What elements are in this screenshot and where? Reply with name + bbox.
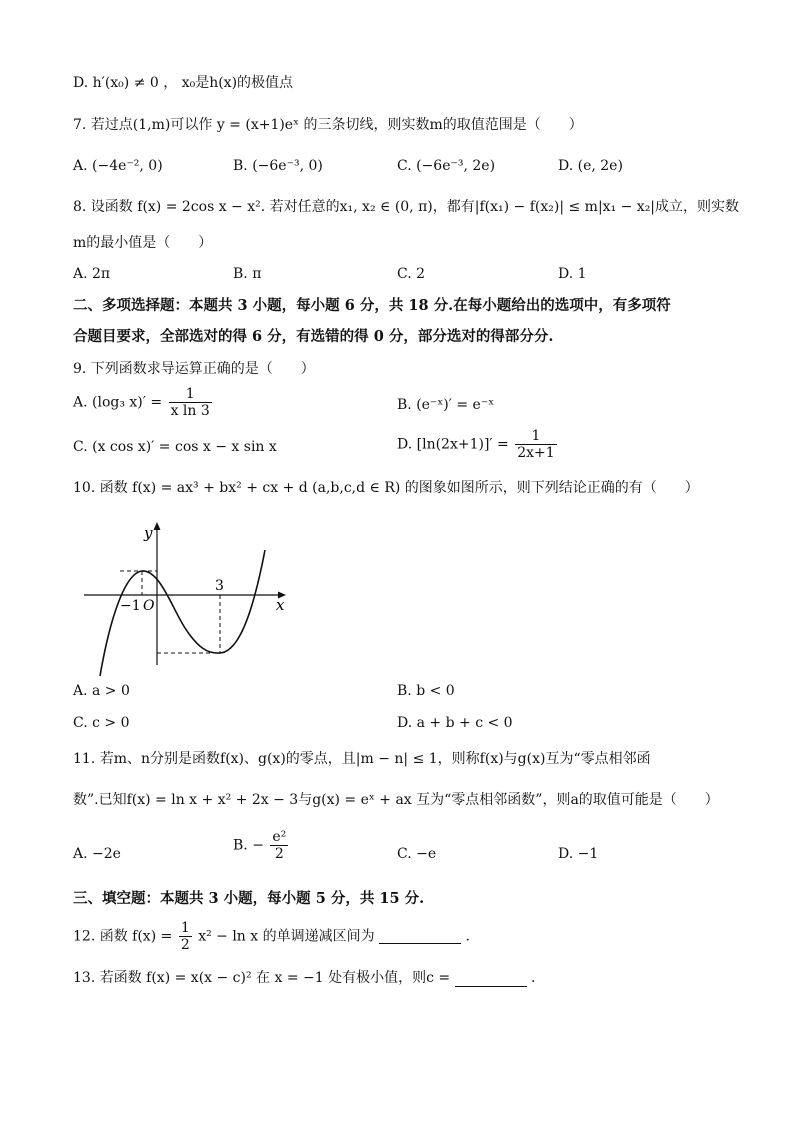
y-axis-arrow: [154, 522, 161, 530]
q10-option-d: D. a + b + c < 0: [397, 715, 513, 731]
q10-option-a: A. a > 0: [73, 683, 130, 699]
q11-option-b-fraction: [270, 829, 288, 862]
q9-stem: 9. 下列函数求导运算正确的是（ ）: [73, 361, 315, 377]
q11-option-c: C. −e: [397, 846, 437, 862]
q7-option-a: A. (−4e⁻², 0): [73, 158, 163, 174]
q12-end: .: [465, 928, 470, 945]
q8-option-a: A. 2π: [73, 266, 111, 282]
section2-heading: 二、多项选择题：本题共 3 小题，每小题 6 分，共 18 分.在每小题给出的选项中，有多项符: [73, 297, 671, 314]
q8-option-b: B. π: [233, 266, 262, 282]
q12-fraction: [179, 920, 192, 953]
q12-text-pre: 12. 函数 f(x) =: [73, 928, 173, 945]
q9-option-a-denominator: x ln 3: [170, 403, 210, 419]
q9-option-a-fraction: [169, 386, 212, 419]
q8-stem: 8. 设函数 f(x) = 2cos x − x². 若对任意的x₁, x₂ ∈ (0, π)，都有|f(x₁) − f(x₂)| ≤ m|x₁ − x₂|成立，则实数: [73, 199, 740, 215]
section3-heading: 三、填空题：本题共 3 小题，每小题 5 分，共 15 分.: [73, 890, 425, 907]
q8-stem-continued: m的最小值是（ ）: [73, 235, 213, 251]
q10-stem: 10. 函数 f(x) = ax³ + bx² + cx + d (a,b,c,d ∈ R) 的图象如图所示，则下列结论正确的有（ ）: [73, 480, 699, 496]
q8-option-c: C. 2: [397, 266, 426, 282]
q9-option-d-denominator: 2x+1: [517, 445, 555, 461]
q9-option-d-fraction: [515, 428, 556, 461]
q9-option-d: [397, 428, 559, 461]
x-axis-label: x: [276, 596, 285, 614]
q9-option-d-text: D. [ln(2x+1)]′ =: [397, 436, 509, 453]
q6-option-d: D. h′(x₀) ≠ 0 ， x₀是h(x)的极值点: [73, 75, 294, 91]
q10-option-b: B. b < 0: [397, 683, 455, 699]
q11-option-b: [233, 829, 290, 862]
y-axis-label: y: [144, 524, 153, 542]
q10-option-c: C. c > 0: [73, 715, 130, 731]
q9-option-c: C. (x cos x)′ = cos x − x sin x: [73, 439, 277, 455]
q11-option-d: D. −1: [558, 846, 599, 862]
q12-stem: [73, 920, 470, 953]
q12-text-post: x² − ln x 的单调递减区间为: [198, 928, 375, 945]
q9-option-b: B. (e⁻ˣ)′ = e⁻ˣ: [397, 397, 495, 413]
q11-stem-continued: 数”.已知f(x) = ln x + x² + 2x − 3与g(x) = eˣ + ax 互为“零点相邻函数”，则a的取值可能是（ ）: [73, 792, 719, 808]
q13-answer-blank[interactable]: [455, 972, 527, 987]
q9-option-a-numerator: 1: [169, 386, 212, 403]
q7-option-c: C. (−6e⁻³, 2e): [397, 158, 496, 174]
q12-numerator: 1: [180, 920, 190, 936]
q13-stem: [73, 969, 536, 987]
q9-option-a-text: A. (log₃ x)′ =: [73, 394, 163, 411]
q7-option-b: B. (−6e⁻³, 0): [233, 158, 323, 174]
q13-text-pre: 13. 若函数 f(x) = x(x − c)² 在 x = −1 处有极小值，则c =: [73, 970, 451, 986]
q10-function-graph: [80, 518, 300, 678]
origin-label: O: [143, 598, 155, 614]
q12-denominator: 2: [180, 937, 190, 953]
q11-option-a: A. −2e: [73, 846, 121, 862]
q9-option-d-numerator: 1: [515, 428, 556, 445]
q9-option-a: [73, 386, 214, 419]
q11-option-b-numerator: e²: [272, 829, 287, 845]
q12-answer-blank[interactable]: [379, 929, 461, 944]
q7-stem: 7. 若过点(1,m)可以作 y = (x+1)eˣ 的三条切线，则实数m的取值范围是（ ）: [73, 117, 583, 133]
tick-3-label: 3: [215, 578, 224, 594]
q7-option-d: D. (e, 2e): [558, 158, 623, 174]
q8-option-d: D. 1: [558, 266, 587, 282]
section2-heading-continued: 合题目要求，全部选对的得 6 分，有选错的得 0 分，部分选对的得部分分.: [73, 328, 554, 345]
tick-neg1-label: −1: [120, 598, 141, 614]
q11-stem: 11. 若m、n分别是函数f(x)、g(x)的零点，且|m − n| ≤ 1，则称f(x)与g(x)互为“零点相邻函: [73, 751, 651, 767]
q11-option-b-text: B. −: [233, 837, 264, 854]
q13-end: .: [531, 970, 536, 986]
q11-option-b-denominator: 2: [274, 846, 284, 862]
